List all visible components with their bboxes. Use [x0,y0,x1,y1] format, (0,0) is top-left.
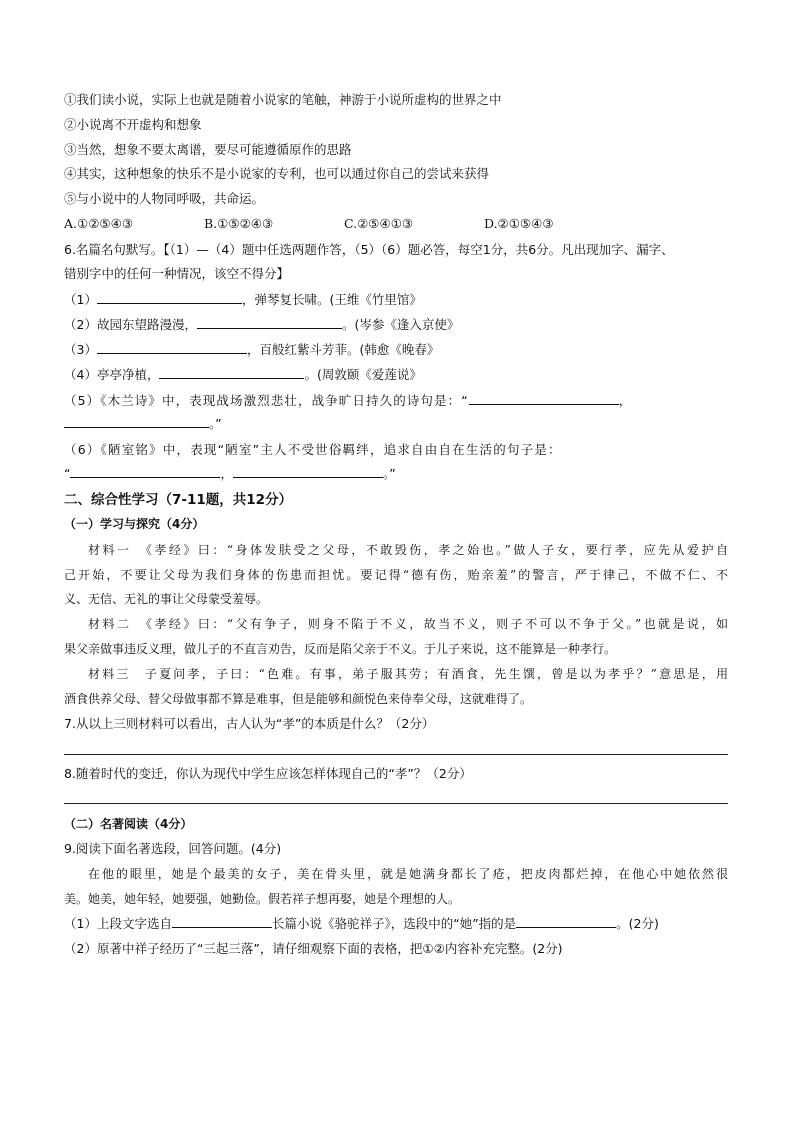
q9-1-middle: 长篇小说《骆驼祥子》，选段中的“她”指的是 [271,916,517,931]
q6-4-suffix: 。(周敦颐《爱莲说》 [304,367,422,382]
q6-6-blank-a[interactable] [70,464,220,478]
part2-sub1: （一）学习与探究（4分） [64,517,205,531]
q6-4-blank[interactable] [159,365,304,379]
q6-5-end: 。” [209,416,222,431]
q6-3-suffix: ，百般红紫斗芳菲。(韩愈《晚春》 [246,342,440,357]
q6-item-5-cont [64,414,728,434]
q6-5-blank-b[interactable] [64,414,209,428]
q6-3-prefix: （3） [64,342,97,357]
sentence-4: ④其实，这种想象的快乐不是小说家的专利，也可以通过你自己的尝试来获得 [64,166,490,181]
q6-item-2 [64,315,728,335]
q9-1-suffix: 。(2分) [616,916,659,931]
q6-1-suffix: ，弹琴复长啸。(王维《竹里馆》 [241,292,422,307]
part2-title: 二、综合性学习（7-11题，共12分） [64,492,293,508]
q6-item-6-cont [64,464,728,484]
part2-sub2: （二）名著阅读（4分） [64,817,193,831]
q6-item-5 [64,391,728,411]
option-b: B.①⑤②④③ [204,216,274,231]
q6-item-4 [64,365,728,385]
q6-item-1 [64,290,728,310]
q6-5-prefix: （5）《木兰诗》中，表现战场激烈悲壮，战争旷日持久的诗句是：“ [64,393,469,408]
q6-1-blank[interactable] [97,290,242,304]
q6-2-blank[interactable] [197,315,342,329]
q9-part2: （2）原著中祥子经历了“三起三落”，请仔细观察下面的表格，把①②内容补充完整。(2分) [64,941,563,956]
q6-6-blank-b[interactable] [233,464,383,478]
q6-item-3 [64,340,728,360]
option-d: D.②①⑤④③ [484,216,554,231]
q7-answer-line[interactable] [64,754,728,755]
material2-line2: 果父亲做事违反义理，做儿子的不直言劝告，反而是陷父亲于不义。于儿子来说，这不能算是一种孝行。 [64,642,617,656]
q6-3-blank[interactable] [97,340,247,354]
material1-line1: 材料一 《孝经》曰：“身体发肤受之父母，不敢毁伤，孝之始也。”做人子女，要行孝，应先从爱护自 [88,543,728,557]
material3-line2: 酒食供养父母、替父母做事都不算是难事，但是能够和颜悦色来侍奉父母，这就难得了。 [64,692,533,706]
q8: 8.随着时代的变迁，你认为现代中学生应该怎样体现自己的“孝”？（2分） [64,766,472,781]
material2-line1: 材料二 《孝经》曰：“父有争子，则身不陷于不义，故当不义，则子不可以不争于父。”也就是说，如 [88,617,728,631]
q6-2-suffix: 。(岑参《逢入京使》 [341,317,460,332]
option-c: C.②⑤④①③ [344,216,414,231]
q9-1-blank-a[interactable] [172,914,272,928]
q6-2-prefix: （2）故园东望路漫漫， [64,317,197,332]
q6-6-comma: ， [220,466,233,481]
option-a: A.①②⑤④③ [64,216,134,231]
q9-part1 [64,914,728,934]
material1-line3: 义、无信、无礼的事让父母蒙受羞辱。 [64,592,269,606]
q9: 9.阅读下面名著选段，回答问题。(4分) [64,841,282,856]
q9-1-prefix: （1）上段文字选自 [64,916,172,931]
q6-intro-line1: 6.名篇名句默写。【（1）—（4）题中任选两题作答，（5）（6）题必答，每空1分，共6分。凡出现加字、漏字、 [64,242,674,257]
material3-line1: 材料三 子夏问孝，子曰：“色难。有事，弟子服其劳；有酒食，先生馔，曾是以为孝乎？”意思是，用 [88,667,728,681]
material1-line2: 己开始，不要让父母为我们身体的伤患而担忧。要记得“德有伤，贻亲羞”的警言，严于律己，不做不仁、不 [64,568,728,582]
passage-line1: 在他的眼里，她是个最美的女子，美在骨头里，就是她满身都长了疮，把皮肉都烂掉，在他心中她依然很 [88,867,728,881]
sentence-5: ⑤与小说中的人物同呼吸，共命运。 [64,191,265,206]
q6-5-comma: ， [618,393,633,408]
q6-6-open: “ [64,466,71,481]
sentence-1: ①我们读小说，实际上也就是随着小说家的笔触，神游于小说所虚构的世界之中 [64,92,502,107]
q8-answer-line[interactable] [64,803,728,804]
q6-5-blank-a[interactable] [469,391,619,405]
q6-6-end: 。” [383,466,396,481]
q6-item-6: （6）《陋室铭》中，表现“陋室”主人不受世俗羁绊，追求自由自在生活的句子是： [64,442,562,457]
passage-line2: 美。她美，她年轻，她要强，她勤俭。假若祥子想再娶，她是个理想的人。 [64,892,461,906]
q6-4-prefix: （4）亭亭净植， [64,367,160,382]
answer-options [64,214,728,234]
q6-intro-line2: 错别字中的任何一种情况，该空不得分】 [64,266,290,281]
q7: 7.从以上三则材料可以看出，古人认为“孝”的本质是什么？（2分） [64,716,435,731]
q6-1-prefix: （1） [64,292,97,307]
sentence-3: ③当然，想象不要太离谱，要尽可能遵循原作的思路 [64,142,352,157]
q9-1-blank-b[interactable] [516,914,616,928]
sentence-2: ②小说离不开虚构和想象 [64,117,202,132]
